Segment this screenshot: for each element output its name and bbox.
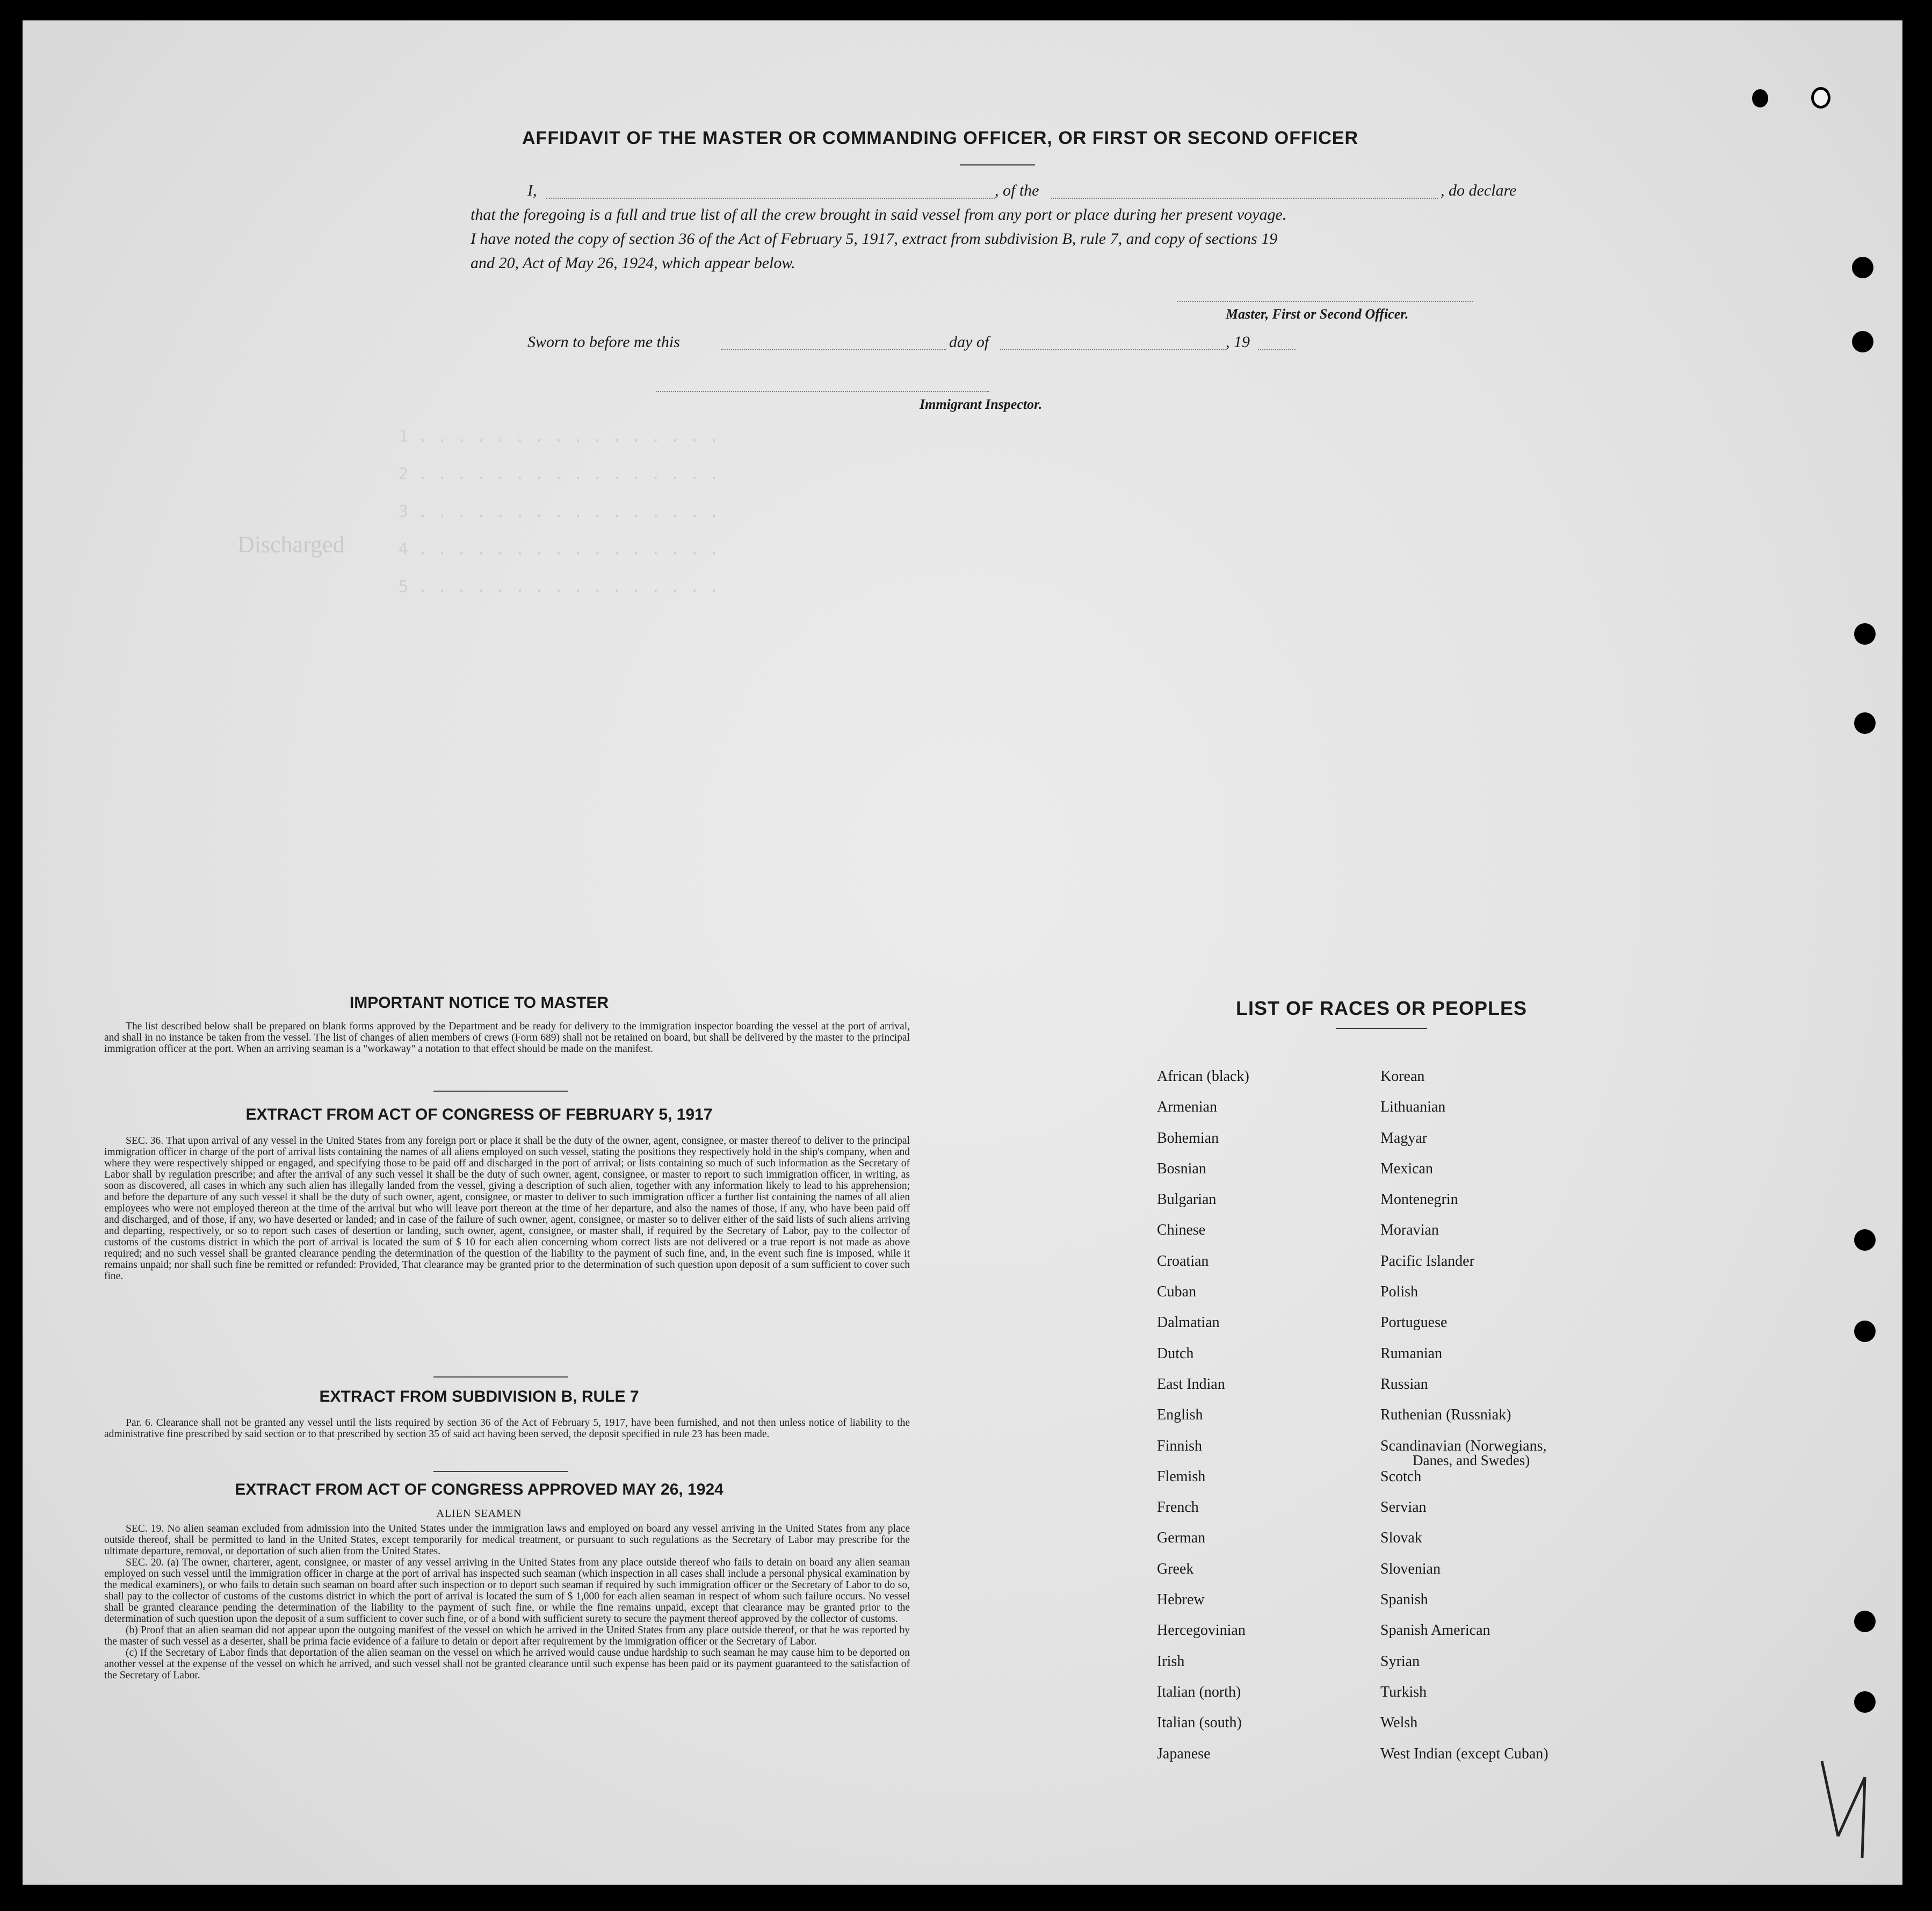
master-signature-label: Master, First or Second Officer.: [1226, 306, 1409, 322]
race-item: Italian (south): [1157, 1714, 1242, 1732]
binder-hole: [1854, 623, 1876, 645]
race-item-scandinavian: [1380, 1438, 1549, 1468]
race-item: Slovak: [1380, 1530, 1422, 1547]
sec-19: SEC. 19. No alien seaman excluded from admission into the United States under the immigration laws and employed on board any vessel arriving in the United States from any place outside thereof, shall be permitted to land in the United States, except temporarily for medical treatment, or pursuant to such regulations as the Secretary of Labor may prescribe for the ultimate departure, removal, or deportation of such alien from the United States.: [104, 1523, 910, 1557]
races-column-1: [1157, 1068, 1249, 1776]
race-subnote: Danes, and Swedes): [1413, 1452, 1530, 1468]
affidavit-i-label: I,: [527, 182, 537, 199]
sec-20a: SEC. 20. (a) The owner, charterer, agent, consignee, or master of any vessel arriving in the United States from any place outside thereof who fails to detain on board any alien seaman employed on such vessel until the immigration officer in charge at the port of arrival has inspected such seaman (which inspection in all cases shall include a personal physical examination by the medical examiners), or who fails to detain such seaman on board after such inspection or to deport such seaman if required by such immigration officer or the Secretary of Labor to do so, shall pay to the collector of customs of the customs district in which the port of arrival is located the sum of $ 1,000 for each alien seaman in respect of whom such failure occurs. No vessel shall be granted clearance pending the determination of the liability to the payment of such fine, or while the fine remains unpaid, except that clearance may be granted prior to the determination of such question upon the deposit of a sum sufficient to cover such fine, or of a bond with sufficient surety to secure the payment thereof approved by the collector of customs.: [104, 1557, 910, 1625]
binder-hole: [1752, 89, 1768, 107]
sworn-day-blank[interactable]: [721, 349, 946, 350]
race-item: English: [1157, 1407, 1203, 1424]
race-item: Bulgarian: [1157, 1191, 1217, 1208]
race-item: Dutch: [1157, 1345, 1194, 1362]
race-label: Scandinavian (Norwegians,: [1380, 1437, 1547, 1454]
affidavit-title: AFFIDAVIT OF THE MASTER OR COMMANDING OFFICER, OR FIRST OR SECOND OFFICER: [522, 128, 1358, 148]
divider: [433, 1471, 568, 1472]
bleed-through-text: Discharged: [237, 531, 345, 558]
race-item: Moravian: [1380, 1222, 1439, 1239]
race-item: Russian: [1380, 1375, 1428, 1393]
divider: [433, 1376, 568, 1378]
race-item: French: [1157, 1499, 1199, 1516]
affidavit-line: that the foregoing is a full and true list of all the crew brought in said vessel from any port or place during her present voyage.: [471, 206, 1287, 223]
inspector-signature-blank[interactable]: [656, 391, 989, 392]
extract-1924-title: EXTRACT FROM ACT OF CONGRESS APPROVED MAY 26, 1924: [235, 1481, 723, 1498]
race-item: Croatian: [1157, 1252, 1209, 1270]
affidavit-of-the: , of the: [995, 182, 1039, 199]
notice-title: IMPORTANT NOTICE TO MASTER: [349, 994, 609, 1012]
divider: [960, 164, 1035, 165]
rule7-title: EXTRACT FROM SUBDIVISION B, RULE 7: [319, 1388, 639, 1405]
binder-hole: [1854, 1611, 1876, 1632]
vessel-blank[interactable]: [1051, 198, 1438, 199]
sworn-label: Sworn to before me this: [527, 333, 680, 351]
race-item: Hercegovinian: [1157, 1622, 1246, 1639]
year-label: , 19: [1226, 333, 1250, 351]
binder-hole: [1854, 1321, 1876, 1342]
binder-hole: [1854, 712, 1876, 734]
binder-hole: [1854, 1691, 1876, 1713]
race-item: Italian (north): [1157, 1683, 1241, 1700]
race-item: Ruthenian (Russniak): [1380, 1407, 1511, 1424]
race-item: Rumanian: [1380, 1345, 1443, 1362]
divider: [1336, 1028, 1427, 1029]
day-of-label: day of: [949, 333, 989, 351]
race-item: Mexican: [1380, 1160, 1433, 1177]
sworn-month-blank[interactable]: [1000, 349, 1226, 350]
race-item: Polish: [1380, 1283, 1419, 1301]
race-item: Lithuanian: [1380, 1099, 1446, 1116]
notice-body: The list described below shall be prepared on blank forms approved by the Department and be ready for delivery to the immigration inspector boarding the vessel at the port of arrival, and shall in no instance be taken from the vessel. The list of changes of alien members of crews (Form 689) shall not be retained on board, but shall be delivered by the master to the principal immigration officer at the port. When an arriving seaman is a "workaway" a notation to that effect should be made on the manifest.: [104, 1021, 910, 1055]
race-item: Magyar: [1380, 1129, 1428, 1146]
binder-hole: [1852, 331, 1873, 352]
race-item: Finnish: [1157, 1437, 1203, 1454]
race-item: African (black): [1157, 1068, 1249, 1085]
races-title: LIST OF RACES OR PEOPLES: [1235, 997, 1528, 1019]
race-item: Dalmatian: [1157, 1314, 1220, 1331]
master-signature-blank[interactable]: [1177, 301, 1473, 302]
sworn-year-blank[interactable]: [1258, 349, 1296, 350]
race-item: Korean: [1380, 1068, 1425, 1085]
inspector-label: Immigrant Inspector.: [920, 396, 1043, 412]
binder-hole: [1854, 1229, 1876, 1251]
race-item: Scotch: [1380, 1468, 1422, 1485]
race-item: Cuban: [1157, 1283, 1197, 1301]
race-item: Slovenian: [1380, 1560, 1441, 1577]
handwritten-mark: [1811, 1756, 1876, 1863]
race-item: Bosnian: [1157, 1160, 1206, 1177]
binder-hole: [1852, 257, 1873, 278]
extract-1917-title: EXTRACT FROM ACT OF CONGRESS OF FEBRUARY 5, 1917: [245, 1106, 713, 1123]
binder-hole: [1811, 87, 1830, 109]
sec-20c: (c) If the Secretary of Labor finds that deportation of the alien seaman on the vessel on which he arrived would cause undue hardship to such seaman he may cause him to be deported on another vessel at the expense of the vessel on which he arrived, and such vessel shall not be granted clearance until such expense has been paid or its payment guaranteed to the satisfaction of the Secretary of Labor.: [104, 1647, 910, 1681]
race-item: East Indian: [1157, 1375, 1225, 1393]
rule7-body: Par. 6. Clearance shall not be granted any vessel until the lists required by section 36 of the Act of February 5, 1917, have been furnished, and not then unless notice of liability to the administrative fine prescribed by said section or to that prescribed by section 35 of said act having been served, the deposit specified in rule 23 has been made.: [104, 1417, 910, 1440]
races-column-2: [1380, 1068, 1549, 1776]
race-item: Armenian: [1157, 1099, 1217, 1116]
name-blank[interactable]: [546, 198, 995, 199]
race-item: Japanese: [1157, 1745, 1211, 1762]
divider: [433, 1091, 568, 1092]
extract-1917-body: SEC. 36. That upon arrival of any vessel in the United States from any foreign port or place it shall be the duty of the owner, agent, consignee, or master thereof to deliver to the principal immigration officer in charge of the port of arrival lists containing the names of all aliens employed on such vessel, stating the positions they respectively hold in the ship's company, when and where they were respectively shipped or engaged, and specifying those to be paid off and discharged in the port of arrival; or lists containing so much of such information as the Secretary of Labor shall by regulation prescribe; and after the arrival of any such vessel it shall be the duty of such owner, agent, consignee, or master to report to such immigration officer, in writing, as soon as discovered, all cases in which any such alien has illegally landed from the vessel, giving a description of such alien, together with any information likely to lead to his apprehension; and before the departure of any such vessel it shall be the duty of such owner, agent, consignee, or master to deliver to such immigration officer a further list containing the names of all alien employees who were not employed thereon at the time of the arrival but who will leave port thereon at the time of her departure, and also the names of those, if any, who have been paid off and discharged, and of those, if any, wo have deserted or landed; and in case of the failure of such owner, agent, consignee, or master so to deliver either of the said lists of such aliens arriving and departing, respectively, or so to report such cases of desertion or landing, such owner, agent, consignee, or master shall, if required by the Secretary of Labor, pay to the collector of customs of the customs district in which the port of arrival is located the sum of $ 10 for each alien concerning whom correct lists are not delivered or a true report is not made as above required; and no such vessel shall be granted clearance pending the determination of the question of the liability to the payment of such fine, and, in the event such fine is imposed, while it remains unpaid; nor shall such fine be remitted or refunded: Provided, That clearance may be granted prior to the determination of such question upon deposit of a sum sufficient to cover such fine.: [104, 1135, 910, 1282]
affidavit-line: and 20, Act of May 26, 1924, which appear below.: [471, 254, 795, 272]
race-item: Chinese: [1157, 1222, 1206, 1239]
race-item: Turkish: [1380, 1683, 1427, 1700]
race-item: Hebrew: [1157, 1591, 1205, 1609]
alien-seamen-subtitle: ALIEN SEAMEN: [436, 1508, 522, 1519]
race-item: West Indian (except Cuban): [1380, 1745, 1549, 1762]
race-item: German: [1157, 1530, 1206, 1547]
race-item: Syrian: [1380, 1653, 1420, 1670]
affidavit-do-declare: , do declare: [1441, 182, 1517, 199]
race-item: Spanish: [1380, 1591, 1428, 1609]
race-item: Servian: [1380, 1499, 1427, 1516]
document-page: [23, 20, 1902, 1885]
race-item: Greek: [1157, 1560, 1194, 1577]
race-item: Portuguese: [1380, 1314, 1448, 1331]
race-item: Bohemian: [1157, 1129, 1219, 1146]
affidavit-line: I have noted the copy of section 36 of the Act of February 5, 1917, extract from subdivision B, rule 7, and copy of sections 19: [471, 230, 1278, 248]
race-item: Flemish: [1157, 1468, 1206, 1485]
race-item: Irish: [1157, 1653, 1185, 1670]
race-item: Spanish American: [1380, 1622, 1490, 1639]
extract-1924-body: [104, 1523, 910, 1681]
race-item: Montenegrin: [1380, 1191, 1458, 1208]
race-item: Pacific Islander: [1380, 1252, 1474, 1270]
sec-20b: (b) Proof that an alien seaman did not appear upon the outgoing manifest of the vessel on which he arrived in the United States from any place outside thereof, or that he was reported by the master of such vessel as a deserter, shall be prima facie evidence of a failure to detain or deport after requirement by the immigration officer or the Secretary of Labor.: [104, 1625, 910, 1647]
bleed-through-rows: 1 . . . . . . . . . . . . . . . . 2 . . . . . . . . . . . . . . . . 3 . . . . . . . . . . . . . . . . 4 . . . . . . . . . . . . . . . . 5 . . . . . . . . . . . . . . . .: [399, 427, 719, 596]
race-item: Welsh: [1380, 1714, 1418, 1732]
